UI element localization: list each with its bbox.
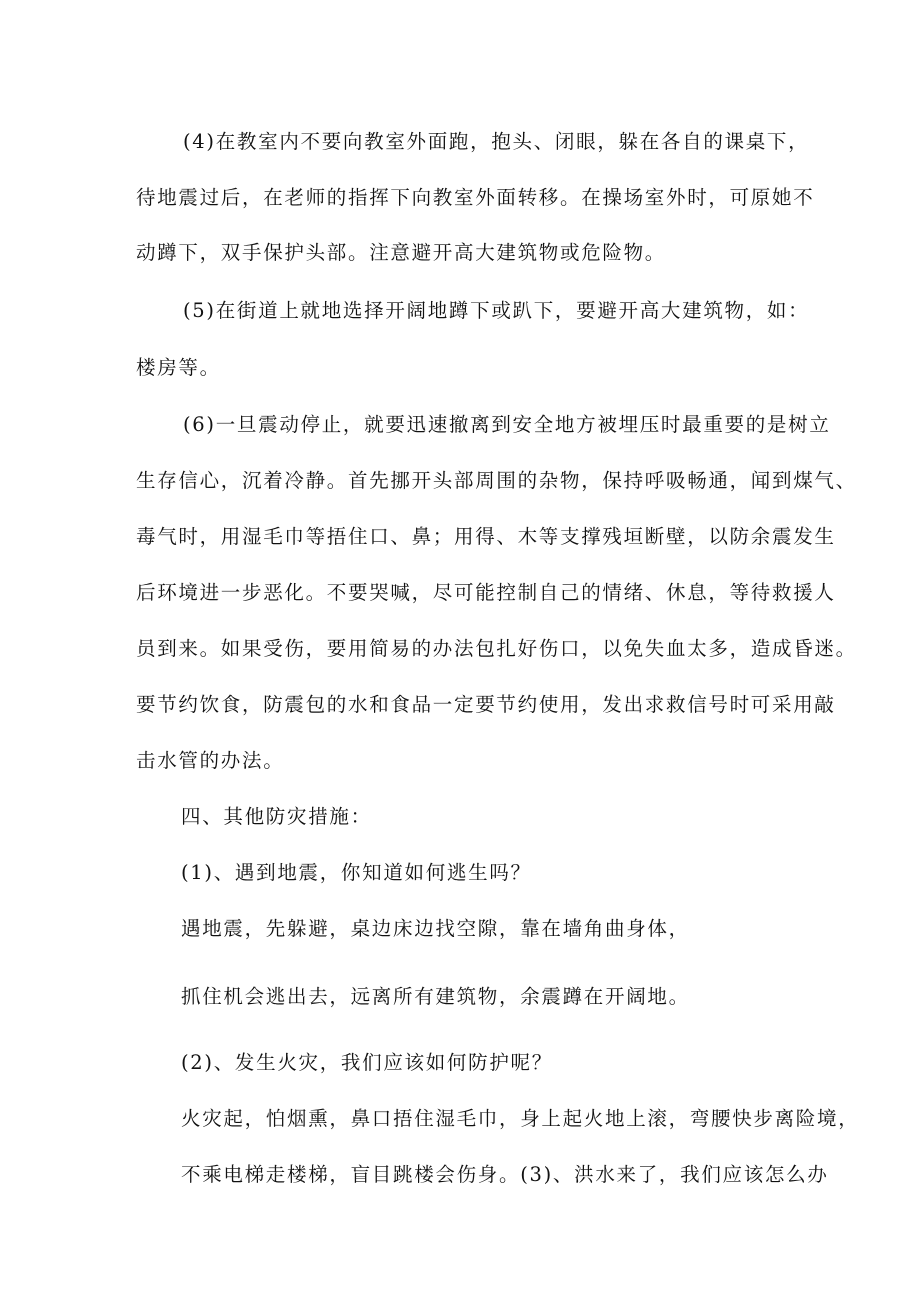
answer-2-line-1: 火灾起，怕烟熏，鼻口捂住湿毛巾，身上起火地上滚，弯腰快步离险境， [181,1107,860,1130]
section-heading-4: 四、其他防灾措施： [181,805,372,828]
paragraph-6-line-1: (6)一旦震动停止，就要迅速撤离到安全地方被埋压时最重要的是树立 [183,413,831,436]
paragraph-5-line-1: (5)在街道上就地选择开阔地蹲下或趴下，要避开高大建筑物，如： [183,299,810,322]
paragraph-6-line-4: 后环境进一步恶化。不要哭喊，尽可能控制自己的情绪、休息，等待救援人 [136,581,836,604]
paragraph-6-line-2: 生存信心，沉着冷静。首先挪开头部周围的杂物，保持呼吸畅通，闻到煤气、 [136,469,857,492]
paragraph-6-line-5: 员到来。如果受伤，要用简易的办法包扎好伤口，以免失血太多，造成昏迷。 [136,637,857,660]
question-1: (1)、遇到地震，你知道如何逃生吗？ [181,861,532,884]
paragraph-4-line-2: 待地震过后，在老师的指挥下向教室外面转移。在操场室外时，可原她不 [136,186,815,209]
paragraph-4-line-3: 动蹲下，双手保护头部。注意避开高大建筑物或危险物。 [136,241,667,264]
answer-1-line-1: 遇地震，先躲避，桌边床边找空隙，靠在墙角曲身体， [181,917,690,940]
paragraph-6-line-7: 击水管的办法。 [136,749,285,772]
paragraph-5-line-2: 楼房等。 [136,356,221,379]
paragraph-6-line-3: 毒气时，用湿毛巾等捂住口、鼻；用得、木等支撑残垣断壁，以防余震发生 [136,525,836,548]
answer-2-line-2: 不乘电梯走楼梯，盲目跳楼会伤身。(3)、洪水来了，我们应该怎么办 [181,1163,829,1186]
paragraph-4-line-1: (4)在教室内不要向教室外面跑，抱头、闭眼，躲在各自的课桌下， [183,130,810,153]
question-2: (2)、发生火灾，我们应该如何防护呢？ [181,1051,553,1074]
paragraph-6-line-6: 要节约饮食，防震包的水和食品一定要节约使用，发出求救信号时可采用敲 [136,693,836,716]
answer-1-line-2: 抓住机会逃出去，远离所有建筑物，余震蹲在开阔地。 [181,985,690,1008]
